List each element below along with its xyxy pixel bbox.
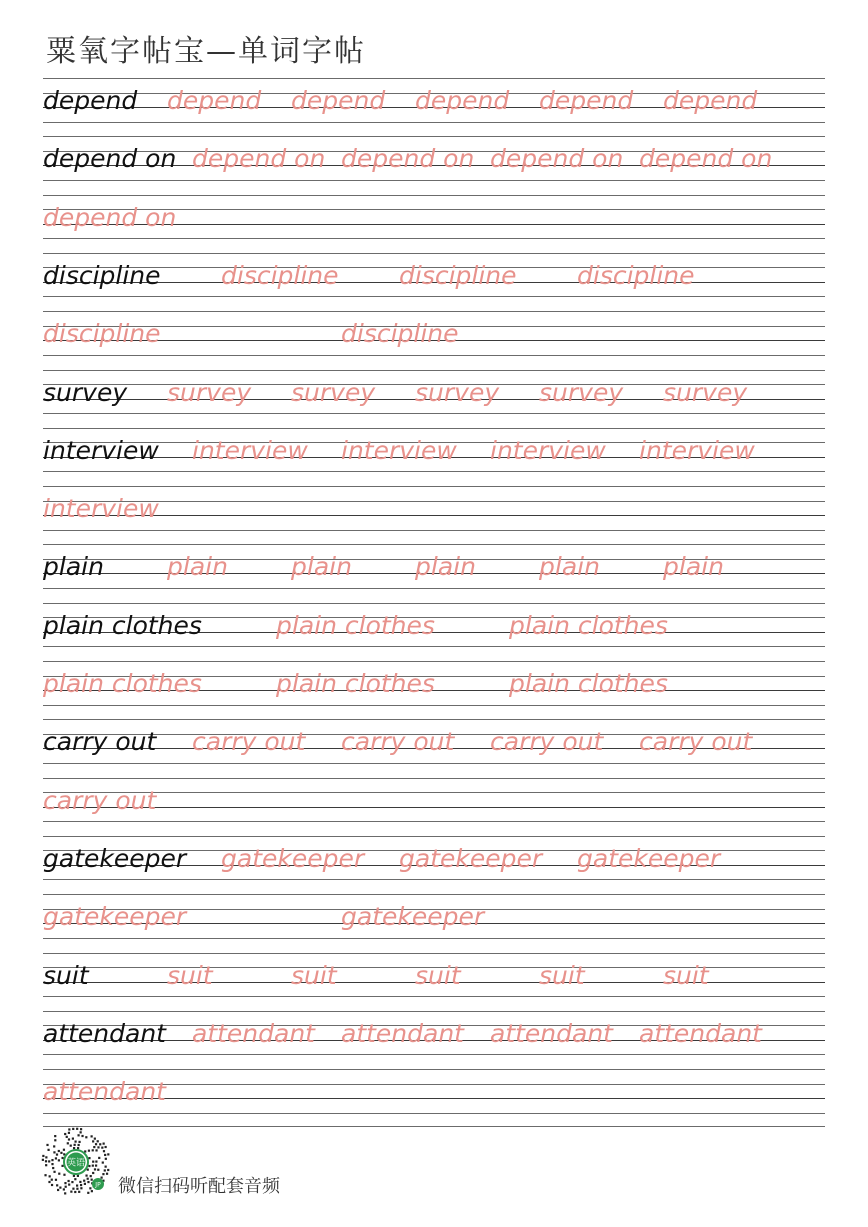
qr-dot	[59, 1187, 61, 1189]
qr-dot	[90, 1175, 92, 1177]
qr-dot	[53, 1151, 55, 1153]
qr-dot	[48, 1181, 50, 1183]
qr-dot	[85, 1136, 87, 1138]
qr-dot	[52, 1167, 54, 1169]
tracing-word: interview	[43, 494, 159, 524]
tracing-word: survey	[663, 377, 748, 407]
tracing-word: attendant	[43, 1077, 166, 1107]
qr-dot	[42, 1159, 44, 1161]
tracing-word: plain clothes	[276, 610, 435, 640]
qr-dot	[51, 1163, 53, 1165]
qr-dot	[61, 1165, 63, 1167]
qr-dot	[80, 1131, 82, 1133]
qr-dot	[101, 1147, 103, 1149]
qr-dot	[97, 1140, 99, 1142]
tracing-word: depend	[663, 86, 758, 115]
practice-row	[43, 544, 825, 602]
qr-dot	[48, 1160, 50, 1162]
practice-row	[43, 428, 825, 486]
qr-dot	[68, 1138, 70, 1140]
tracing-word: survey	[291, 377, 376, 407]
practice-row	[43, 1011, 825, 1069]
qr-dot	[74, 1144, 76, 1146]
practice-row	[43, 195, 825, 253]
practice-row	[43, 778, 825, 836]
qr-dot	[56, 1153, 58, 1155]
qr-dot	[94, 1138, 96, 1140]
tracing-word: survey	[539, 377, 624, 407]
footer	[40, 1126, 440, 1202]
tracing-word: depend on	[639, 144, 773, 174]
qr-dot	[74, 1191, 76, 1193]
guide-rule	[43, 792, 825, 793]
qr-dot	[92, 1172, 94, 1174]
qr-dot	[91, 1179, 93, 1181]
qr-dot	[53, 1171, 55, 1173]
qr-dot	[105, 1146, 107, 1148]
guide-rule	[43, 778, 825, 779]
tracing-word: depend on	[341, 144, 475, 174]
qr-dot	[74, 1178, 76, 1180]
qr-dot	[72, 1128, 74, 1130]
practice-row	[43, 953, 825, 1011]
qr-dot	[105, 1166, 107, 1168]
tracing-word: attendant	[639, 1018, 762, 1048]
tracing-word: carry out	[192, 727, 306, 757]
qr-dot	[88, 1150, 90, 1152]
qr-dot	[63, 1149, 65, 1151]
qr-dot	[68, 1128, 70, 1130]
tracing-word: discipline	[43, 319, 161, 349]
tracing-word: gatekeeper	[221, 843, 365, 873]
tracing-word: plain	[167, 552, 228, 582]
tracing-word: carry out	[341, 727, 455, 757]
practice-row	[43, 719, 825, 777]
practice-row	[43, 894, 825, 952]
tracing-word: suit	[663, 960, 709, 990]
qr-dot	[58, 1150, 60, 1152]
model-word: depend	[43, 86, 138, 115]
model-word: interview	[43, 435, 159, 465]
qr-dot	[45, 1164, 47, 1166]
guide-rule	[43, 501, 825, 502]
qr-dot	[65, 1186, 67, 1188]
qr-dot	[68, 1184, 70, 1186]
qr-dot	[42, 1155, 44, 1157]
qr-dot	[88, 1165, 90, 1167]
tracing-word: plain clothes	[509, 669, 668, 698]
qr-dot	[78, 1141, 80, 1143]
qr-dot	[76, 1128, 78, 1130]
qr-dot	[88, 1157, 90, 1159]
qr-dot	[77, 1147, 79, 1149]
qr-dot	[53, 1145, 55, 1147]
qr-dot	[87, 1192, 89, 1194]
qr-dot	[74, 1141, 76, 1143]
qr-dot	[103, 1143, 105, 1145]
qr-dot	[102, 1173, 104, 1175]
qr-dot	[97, 1169, 99, 1171]
tracing-word: suit	[167, 960, 213, 990]
tracing-word: plain	[663, 552, 724, 582]
qr-dot	[103, 1150, 105, 1152]
qr-dot	[80, 1187, 82, 1189]
qr-dot	[56, 1184, 58, 1186]
qr-dot	[76, 1184, 78, 1186]
tracing-word: interview	[341, 435, 457, 465]
qr-dot	[104, 1169, 106, 1171]
practice-row	[43, 1069, 825, 1127]
tracing-word: discipline	[221, 260, 339, 290]
qr-dot	[101, 1177, 103, 1179]
model-word: attendant	[43, 1018, 166, 1048]
tracing-word: discipline	[577, 260, 695, 290]
tracing-word: attendant	[192, 1018, 315, 1048]
qr-dot	[55, 1157, 57, 1159]
qr-dot	[64, 1133, 66, 1135]
model-word: survey	[43, 377, 128, 407]
qr-dot	[67, 1180, 69, 1182]
tracing-word: interview	[490, 435, 606, 465]
qr-dot	[78, 1144, 80, 1146]
qr-dot	[58, 1173, 60, 1175]
qr-dot	[57, 1189, 59, 1191]
tracing-word: plain	[539, 552, 600, 582]
tracing-word: gatekeeper	[341, 902, 485, 932]
guide-rule	[43, 821, 825, 822]
qr-dot	[47, 1149, 49, 1151]
qr-dot	[81, 1135, 83, 1137]
qr-dot	[51, 1179, 53, 1181]
guide-rule	[43, 530, 825, 531]
practice-row	[43, 311, 825, 369]
qr-dot	[106, 1173, 108, 1175]
qr-dot	[91, 1190, 93, 1192]
qr-dot	[102, 1161, 104, 1163]
model-word: gatekeeper	[43, 843, 187, 873]
qr-dot	[73, 1175, 75, 1177]
tracing-word: gatekeeper	[43, 902, 187, 932]
tracing-word: suit	[291, 960, 337, 990]
qr-dot	[46, 1144, 48, 1146]
qr-dot	[76, 1188, 78, 1190]
model-word: suit	[43, 960, 89, 990]
qr-dot	[92, 1149, 94, 1151]
qr-dot	[93, 1146, 95, 1148]
tracing-word: plain	[291, 552, 352, 582]
qr-dot	[70, 1191, 72, 1193]
model-word: plain	[43, 552, 104, 582]
qr-dot	[64, 1192, 66, 1194]
practice-row	[43, 136, 825, 194]
qr-dot	[67, 1142, 69, 1144]
model-word: depend on	[43, 144, 177, 174]
qr-dot	[60, 1152, 62, 1154]
qr-dot	[45, 1156, 47, 1158]
qr-dot	[91, 1135, 93, 1137]
model-word: plain clothes	[43, 610, 202, 640]
qr-dot	[61, 1157, 63, 1159]
qr-dot	[99, 1143, 101, 1145]
qr-dot	[98, 1157, 100, 1159]
tracing-word: survey	[167, 377, 252, 407]
tracing-word: carry out	[490, 727, 604, 757]
qr-dot	[97, 1146, 99, 1148]
practice-row	[43, 661, 825, 719]
qr-dot	[73, 1147, 75, 1149]
qr-dot	[63, 1174, 65, 1176]
copybook-sheet	[43, 78, 825, 1130]
tracing-word: interview	[639, 435, 755, 465]
qr-dot	[95, 1143, 97, 1145]
qr-dot	[79, 1181, 81, 1183]
tracing-word: attendant	[341, 1018, 464, 1048]
qr-dot	[51, 1159, 53, 1161]
tracing-word: discipline	[399, 260, 517, 290]
tracing-word: plain clothes	[276, 669, 435, 698]
tracing-word: depend	[415, 86, 510, 115]
qr-dot	[85, 1174, 87, 1176]
tracing-word: carry out	[43, 785, 157, 815]
tracing-word: carry out	[639, 727, 753, 757]
tracing-word: depend on	[490, 144, 624, 174]
practice-row	[43, 253, 825, 311]
baseline-rule	[43, 515, 825, 516]
tracing-word: gatekeeper	[399, 843, 543, 873]
tracing-word: suit	[539, 960, 585, 990]
qr-dot	[54, 1135, 56, 1137]
tracing-word: depend on	[43, 202, 177, 232]
model-word: discipline	[43, 260, 161, 290]
practice-row	[43, 78, 825, 136]
qr-dot	[77, 1175, 79, 1177]
tracing-word: plain clothes	[43, 669, 202, 698]
tracing-word: gatekeeper	[577, 843, 721, 873]
qr-mini-badge-label: JP	[95, 1181, 101, 1189]
tracing-word: attendant	[490, 1018, 613, 1048]
qr-dot	[63, 1188, 65, 1190]
qr-dot	[107, 1169, 109, 1171]
model-word: carry out	[43, 727, 157, 757]
tracing-word: depend on	[192, 144, 326, 174]
qr-dot	[45, 1160, 47, 1162]
tracing-word: depend	[167, 86, 262, 115]
tracing-word: depend	[539, 86, 634, 115]
qr-dot	[87, 1178, 89, 1180]
qr-dot	[92, 1165, 94, 1167]
qr-dot	[78, 1191, 80, 1193]
practice-row	[43, 836, 825, 894]
qr-dot	[84, 1183, 86, 1185]
tracing-word: depend	[291, 86, 386, 115]
qr-dot	[104, 1154, 106, 1156]
qr-code-icon[interactable]	[40, 1126, 112, 1198]
qr-dot	[89, 1187, 91, 1189]
qr-dot	[83, 1180, 85, 1182]
guide-rule	[43, 486, 825, 487]
qr-dot	[72, 1138, 74, 1140]
qr-dot	[44, 1174, 46, 1176]
qr-logo-label: 英语	[66, 1158, 86, 1169]
tracing-word: survey	[415, 377, 500, 407]
qr-dot	[54, 1139, 56, 1141]
qr-dot	[95, 1149, 97, 1151]
qr-dot	[58, 1159, 60, 1161]
qr-dot	[95, 1160, 97, 1162]
page-title: 粟氧字帖宝—单词字帖	[46, 34, 366, 69]
qr-dot	[80, 1184, 82, 1186]
qr-dot	[68, 1132, 70, 1134]
qr-dot	[72, 1188, 74, 1190]
tracing-word: discipline	[341, 319, 459, 349]
practice-row	[43, 370, 825, 428]
qr-dot	[105, 1158, 107, 1160]
qr-dot	[66, 1136, 68, 1138]
qr-dot	[70, 1145, 72, 1147]
practice-row	[43, 603, 825, 661]
qr-dot	[80, 1128, 82, 1130]
practice-row	[43, 486, 825, 544]
qr-dot	[77, 1134, 79, 1136]
qr-dot	[49, 1175, 51, 1177]
qr-dot	[94, 1168, 96, 1170]
qr-dot	[107, 1153, 109, 1155]
tracing-word: interview	[192, 435, 308, 465]
qr-dot	[92, 1161, 94, 1163]
qr-dot	[51, 1184, 53, 1186]
qr-dot	[95, 1164, 97, 1166]
tracing-word: plain clothes	[509, 610, 668, 640]
qr-dot	[55, 1179, 57, 1181]
qr-dot	[71, 1181, 73, 1183]
qr-dot	[64, 1182, 66, 1184]
baseline-rule	[43, 807, 825, 808]
tracing-word: plain	[415, 552, 476, 582]
qr-dot	[92, 1140, 94, 1142]
tracing-word: suit	[415, 960, 461, 990]
scan-instruction: 微信扫码听配套音频	[118, 1176, 280, 1197]
qr-dot	[87, 1181, 89, 1183]
